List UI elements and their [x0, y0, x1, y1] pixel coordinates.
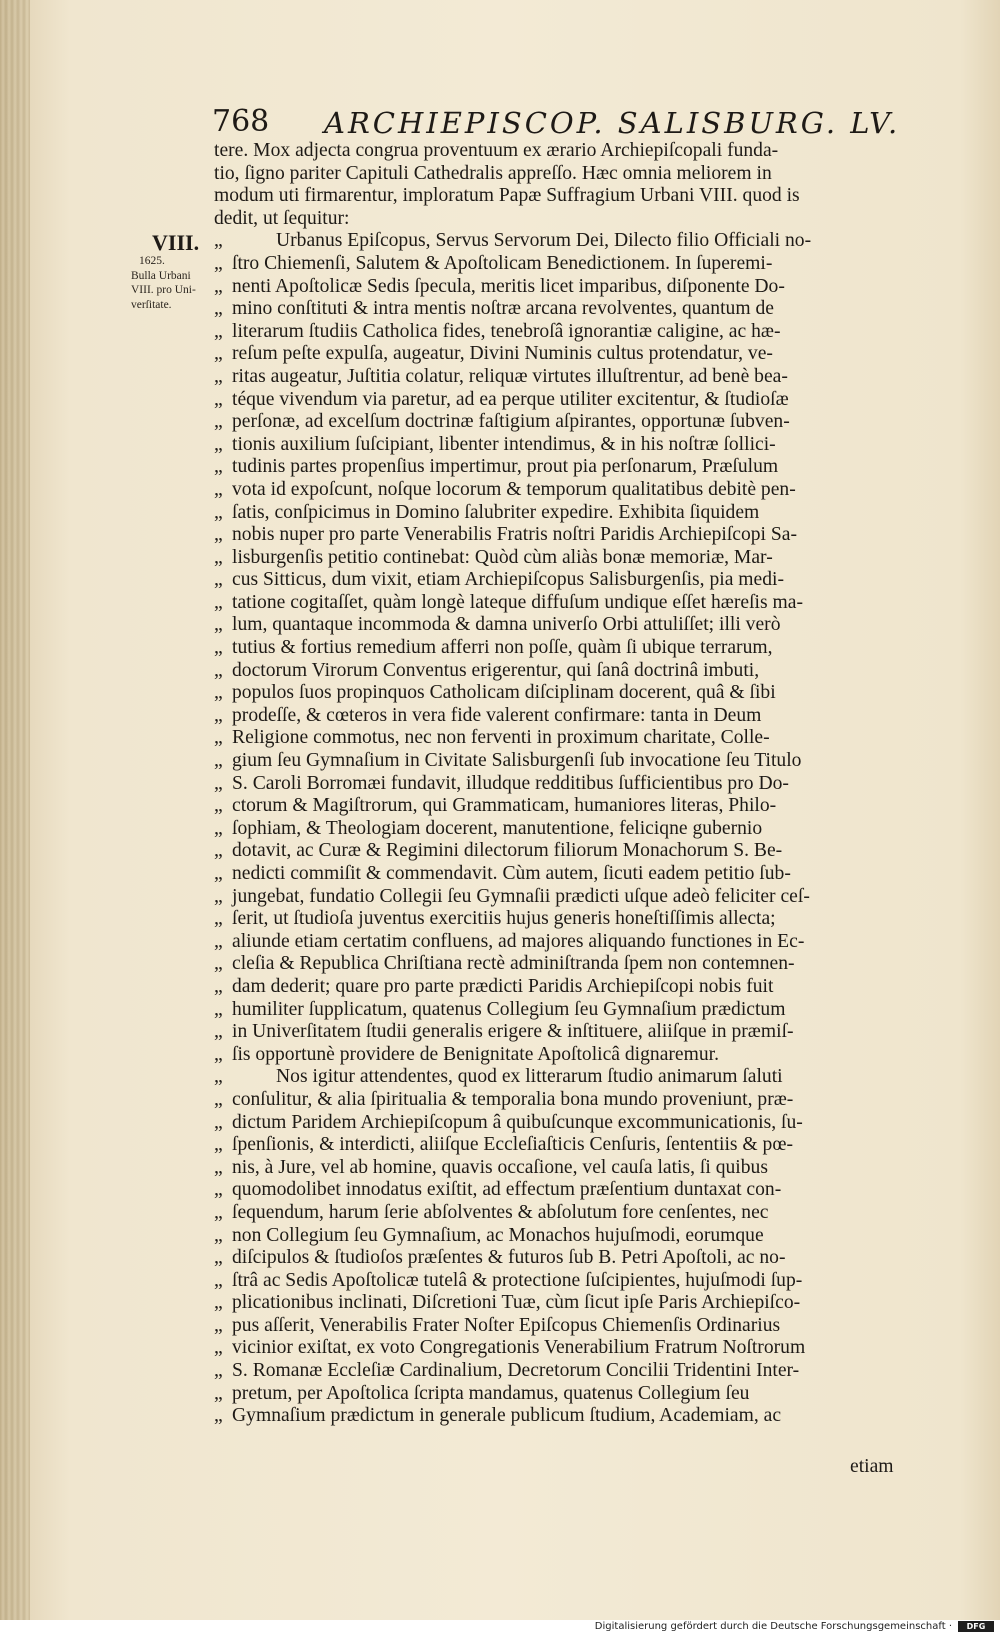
text-line: [214, 863, 899, 886]
line-text: lisburgenſis petitio continebat: Quòd cùm aliàs bonæ memoriæ, Mar-: [232, 546, 773, 568]
line-text: prodeſſe, & cœteros in vera fide valerent confirmare: tanta in Deum: [232, 704, 762, 726]
quote-mark: „: [214, 524, 223, 546]
text-line: [214, 592, 899, 615]
line-text: non Collegium ſeu Gymnaſium, ac Monachos hujuſmodi, eorumque: [232, 1224, 764, 1246]
line-text: téque vivendum via paretur, ad ea perque utiliter excitentur, & ſtudioſæ: [232, 388, 789, 410]
quote-mark: „: [214, 817, 223, 839]
line-text: dam dederit; quare pro parte prædicti Paridis Archiepiſcopi nobis fuit: [232, 975, 774, 997]
quote-mark: „: [214, 1201, 223, 1223]
quote-mark: „: [214, 411, 223, 433]
text-line: [214, 1383, 899, 1406]
quote-mark: „: [214, 546, 223, 568]
quote-mark: „: [214, 252, 223, 274]
line-text: ritas augeatur, Juſtitia colatur, reliquæ virtutes illuſtrentur, ad benè bea-: [232, 365, 788, 387]
quote-mark: „: [214, 1043, 223, 1065]
text-line: [214, 411, 899, 434]
line-text: nis, à Jure, vel ab homine, quavis occaſione, vel cauſa latis, ſi quibus: [232, 1156, 768, 1178]
text-line: [214, 1247, 899, 1270]
quote-mark: „: [214, 1360, 223, 1382]
quote-mark: „: [214, 1405, 223, 1427]
line-text: reſum peſte expulſa, augeatur, Divini Numinis cultus protendatur, ve-: [232, 343, 773, 365]
text-line: [214, 140, 899, 163]
text-line: [214, 1270, 899, 1293]
quote-mark: „: [214, 975, 223, 997]
text-line: [214, 1089, 899, 1112]
quote-mark: „: [214, 1021, 223, 1043]
line-text: S. Romanæ Eccleſiæ Cardinalium, Decretorum Concilii Tridentini Inter-: [232, 1360, 800, 1382]
text-line: [214, 389, 899, 412]
quote-mark: „: [214, 1224, 223, 1246]
quote-mark: „: [214, 1066, 223, 1088]
text-line: [214, 727, 899, 750]
text-line: [214, 614, 899, 637]
text-line: [214, 818, 899, 841]
quote-mark: „: [214, 343, 223, 365]
quote-mark: „: [214, 682, 223, 704]
quote-mark: „: [214, 840, 223, 862]
line-text: conſulitur, & alia ſpiritualia & temporalia bona mundo proveniunt, præ-: [232, 1088, 794, 1110]
line-text: plicationibus inclinati, Diſcretioni Tuæ, cùm ſicut ipſe Paris Archiepiſco-: [232, 1292, 801, 1314]
quote-mark: „: [214, 1382, 223, 1404]
line-text: S. Caroli Borromæi fundavit, illudque redditibus ſufficientibus pro Do-: [232, 772, 789, 794]
quote-mark: „: [214, 320, 223, 342]
margin-note-line: verſitate.: [131, 298, 172, 311]
body-text: [214, 140, 899, 1428]
text-line: [214, 1202, 899, 1225]
text-line: [214, 1337, 899, 1360]
quote-mark: „: [214, 1314, 223, 1336]
text-line: [214, 298, 899, 321]
line-text: ſerit, ut ſtudioſa juventus exercitiis hujus generis honeſtiſſimis allecta;: [232, 908, 776, 930]
line-text: doctorum Virorum Conventus erigerentur, qui ſanâ doctrinâ imbuti,: [232, 659, 760, 681]
text-line: [214, 253, 899, 276]
line-text: Religione commotus, nec non ferventi in proximum charitate, Colle-: [232, 727, 770, 749]
text-line: [214, 750, 899, 773]
text-line: [214, 1315, 899, 1338]
text-line: [214, 276, 899, 299]
quote-mark: „: [214, 1337, 223, 1359]
text-line: [214, 547, 899, 570]
line-text: populos ſuos propinquos Catholicam diſciplinam docerent, quâ & ſibi: [232, 682, 776, 704]
text-line: [214, 208, 899, 231]
margin-note: [131, 254, 211, 312]
text-line: [214, 1044, 899, 1067]
line-text: perſonæ, ad excelſum doctrinæ faſtigium aſpirantes, opportunæ ſubven-: [232, 411, 790, 433]
text-line: [214, 1405, 899, 1428]
text-line: [214, 1360, 899, 1383]
text-line: [214, 434, 899, 457]
quote-mark: „: [214, 1292, 223, 1314]
line-text: ſis opportunè providere de Benignitate Apoſtolicâ dignaremur.: [232, 1043, 720, 1065]
text-line: [214, 1292, 899, 1315]
quote-mark: „: [214, 998, 223, 1020]
text-line: [214, 795, 899, 818]
line-text: tere. Mox adjecta congrua proventuum ex ærario Archiepiſcopali funda-: [214, 140, 779, 161]
quote-mark: „: [214, 863, 223, 884]
line-text: dictum Paridem Archiepiſcopum â quibuſcunque excommunicationis, ſu-: [232, 1111, 803, 1133]
line-text: jungebat, fundatio Collegii ſeu Gymnaſii prædicti uſque adeò feliciter ceſ-: [232, 885, 810, 907]
line-text: pretum, per Apoſtolica ſcripta mandamus, quatenus Collegium ſeu: [232, 1382, 750, 1404]
quote-mark: „: [214, 885, 223, 907]
quote-mark: „: [214, 1247, 223, 1269]
dfg-logo: DFG: [958, 1621, 994, 1632]
quote-mark: „: [214, 704, 223, 726]
quote-mark: „: [214, 614, 223, 636]
quote-mark: „: [214, 1156, 223, 1178]
line-text: tudinis partes propenſius impertimur, prout pia perſonarum, Præſulum: [232, 456, 779, 478]
line-text: Gymnaſium prædictum in generale publicum ſtudium, Academiam, ac: [232, 1405, 782, 1427]
footer-credit: Digitalisierung gefördert durch die Deutsche Forschungsgemeinschaft ·: [594, 1621, 952, 1632]
line-text: literarum ſtudiis Catholica fides, tenebroſâ ignorantiæ caligine, ac hæ-: [232, 320, 781, 342]
quote-mark: „: [214, 659, 223, 681]
line-text: mino conſtituti & intra mentis noſtræ arcana revolventes, quantum de: [232, 298, 774, 320]
text-line: [214, 524, 899, 547]
line-text: ſophiam, & Theologiam docerent, manutentione, feliciqne gubernio: [232, 817, 763, 839]
line-text: lum, quantaque incommoda & damna univerſo Orbi attuliſſet; illi verò: [232, 614, 781, 636]
text-line: [214, 163, 899, 186]
quote-mark: „: [214, 750, 223, 772]
line-text: cleſia & Republica Chriſtiana rectè adminiſtranda ſpem non contemnen-: [232, 953, 795, 975]
text-line: [214, 1021, 899, 1044]
quote-mark: „: [214, 365, 223, 387]
text-line: [214, 1157, 899, 1180]
text-line: [214, 1225, 899, 1248]
quote-mark: „: [214, 569, 223, 591]
text-line: [214, 1112, 899, 1135]
text-line: [214, 479, 899, 502]
digitization-footer: [0, 1620, 1000, 1633]
margin-section-number: VIII.: [152, 230, 200, 255]
line-text: gium ſeu Gymnaſium in Civitate Salisburgenſi ſub invocatione ſeu Titulo: [232, 750, 802, 772]
quote-mark: „: [214, 1111, 223, 1133]
line-text: dedit, ut ſequitur:: [214, 207, 350, 229]
text-line: [214, 840, 899, 863]
quote-mark: „: [214, 298, 223, 320]
quote-mark: „: [214, 772, 223, 794]
line-text: dotavit, ac Curæ & Regimini dilectorum filiorum Monachorum S. Be-: [232, 840, 783, 862]
quote-mark: „: [214, 795, 223, 817]
line-text: tutius & fortius remedium afferri non poſſe, quàm ſi ubique terrarum,: [232, 637, 773, 659]
line-text: Urbanus Epiſcopus, Servus Servorum Dei, Dilecto filio Officiali no-: [276, 230, 812, 252]
text-line: [214, 999, 899, 1022]
text-line: [214, 976, 899, 999]
text-line: [214, 705, 899, 728]
quote-mark: „: [214, 908, 223, 930]
text-line: [214, 660, 899, 683]
line-text: humiliter ſupplicatum, quatenus Collegium ſeu Gymnaſium prædictum: [232, 998, 786, 1020]
text-line: [214, 321, 899, 344]
line-text: modum uti firmarentur, imploratum Papæ Suffragium Urbani VIII. quod is: [214, 185, 800, 207]
text-line: [214, 682, 899, 705]
quote-mark: „: [214, 727, 223, 749]
line-text: ctorum & Magiſtrorum, qui Grammaticam, humaniores literas, Philo-: [232, 795, 777, 817]
line-text: ſequendum, harum ſerie abſolventes & abſolutum fore cenſentes, nec: [232, 1201, 769, 1223]
text-line: [214, 886, 899, 909]
line-text: ſtrâ ac Sedis Apoſtolicæ tutelâ & protectione ſuſcipientes, hujuſmodi ſup-: [232, 1269, 803, 1291]
text-line: [214, 1134, 899, 1157]
quote-mark: „: [214, 433, 223, 455]
line-text: nedicti commiſit & commendavit. Cùm autem, ſicuti eadem petitio ſub-: [232, 863, 791, 884]
page-header: [212, 104, 912, 142]
quote-mark: „: [214, 478, 223, 500]
text-line: [214, 637, 899, 660]
quote-mark: „: [214, 591, 223, 613]
quote-mark: „: [214, 456, 223, 478]
catchword: etiam: [850, 1456, 894, 1477]
line-text: nobis nuper pro parte Venerabilis Fratris noſtri Paridis Archiepiſcopi Sa-: [232, 524, 798, 546]
text-line: [214, 1179, 899, 1202]
text-line: [214, 185, 899, 208]
text-line: [214, 931, 899, 954]
text-line: [214, 953, 899, 976]
line-text: pus aſſerit, Venerabilis Frater Noſter Epiſcopus Chiemenſis Ordinarius: [232, 1314, 781, 1336]
text-line: [214, 343, 899, 366]
line-text: vota id expoſcunt, noſque locorum & temporum qualitatibus debitè pen-: [232, 478, 796, 500]
margin-note-line: VIII. pro Uni-: [131, 284, 196, 296]
line-text: nenti Apoſtolicæ Sedis ſpecula, meritis licet imparibus, diſponente Do-: [232, 275, 785, 297]
quote-mark: „: [214, 1134, 223, 1156]
text-line: [214, 908, 899, 931]
line-text: vicinior exiſtat, ex voto Congregationis Venerabilium Fratrum Noſtrorum: [232, 1337, 806, 1359]
margin-note-line: 1625.: [139, 255, 165, 267]
line-text: tatione cogitaſſet, quàm longè lateque diffuſum undique eſſet hæreſis ma-: [232, 591, 803, 613]
margin-note-line: Bulla Urbani: [131, 269, 191, 282]
quote-mark: „: [214, 1179, 223, 1201]
line-text: cus Sitticus, dum vixit, etiam Archiepiſcopus Salisburgenſis, pia medi-: [232, 569, 785, 591]
line-text: ſtro Chiemenſi, Salutem & Apoſtolicam Benedictionem. In ſuperemi-: [232, 252, 773, 274]
text-line: [214, 1066, 899, 1089]
line-text: ſpenſionis, & interdicti, aliiſque Eccleſiaſticis Cenſuris, ſententiis & pœ-: [232, 1134, 794, 1156]
quote-mark: „: [214, 275, 223, 297]
text-line: [214, 773, 899, 796]
line-text: tionis auxilium ſuſcipiant, libenter intendimus, & in his noſtræ ſollici-: [232, 433, 776, 455]
running-head: ARCHIEPISCOP. SALISBURG. LV.: [324, 106, 901, 140]
text-line: [214, 366, 899, 389]
quote-mark: „: [214, 230, 223, 252]
line-text: Nos igitur attendentes, quod ex litterarum ſtudio animarum ſaluti: [276, 1066, 783, 1088]
text-line: [214, 456, 899, 479]
quote-mark: „: [214, 930, 223, 952]
line-text: aliunde etiam certatim confluens, ad majores aliquando functiones in Ec-: [232, 930, 805, 952]
text-line: [214, 230, 899, 253]
quote-mark: „: [214, 637, 223, 659]
quote-mark: „: [214, 501, 223, 523]
quote-mark: „: [214, 953, 223, 975]
text-line: [214, 502, 899, 525]
line-text: ſatis, conſpicimus in Domino ſalubriter expedire. Exhibita ſiquidem: [232, 501, 760, 523]
line-text: tio, ſigno pariter Capituli Cathedralis appreſſo. Hæc omnia meliorem in: [214, 162, 772, 184]
line-text: quomodolibet innodatus exiſtit, ad effectum præſentium duntaxat con-: [232, 1179, 782, 1201]
quote-mark: „: [214, 1088, 223, 1110]
page-edge-stack: [0, 0, 30, 1620]
line-text: in Univerſitatem ſtudii generalis erigere & inſtituere, aliiſque in præmiſ-: [232, 1021, 794, 1043]
page-number: 768: [212, 104, 270, 139]
quote-mark: „: [214, 388, 223, 410]
line-text: diſcipulos & ſtudioſos præſentes & futuros ſub B. Petri Apoſtoli, ac no-: [232, 1247, 786, 1269]
quote-mark: „: [214, 1269, 223, 1291]
text-line: [214, 569, 899, 592]
